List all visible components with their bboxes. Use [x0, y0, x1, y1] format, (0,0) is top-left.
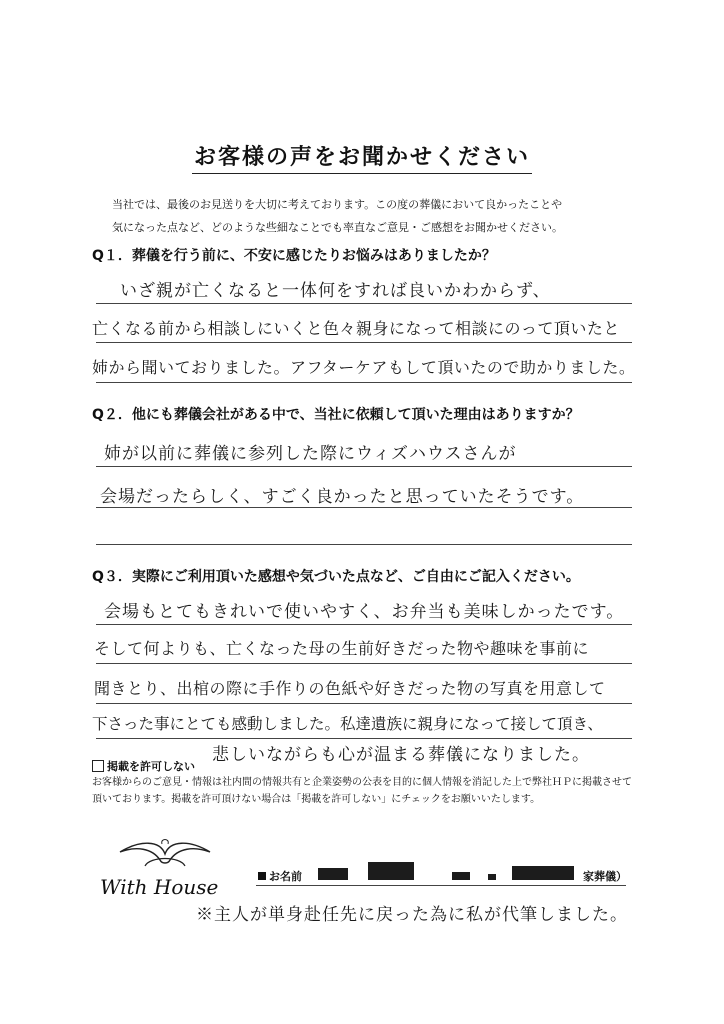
- q1-answer-line-1: いざ親が亡くなると一体何をすれば良いかわからず、: [120, 281, 551, 301]
- q1-rule-2: [96, 342, 632, 343]
- q3-answer-line-3: 聞きとり、出棺の際に手作りの色紙や好きだった物の写真を用意して: [94, 679, 606, 698]
- q2-rule-1: [96, 466, 632, 467]
- name-underline: [256, 885, 626, 886]
- redacted-name-block-3: [452, 872, 470, 880]
- name-label-text: お名前: [269, 870, 302, 883]
- publish-optout-checkbox[interactable]: [92, 760, 104, 772]
- intro-text: [112, 193, 632, 239]
- publish-optout[interactable]: [92, 758, 195, 774]
- q3-answer-line-4: 下さった事にとても感動しました。私達遺族に親身になって接して頂き、: [92, 715, 603, 733]
- publish-notice-line-1: お客様からのご意見・情報は社内間の情報共有と企業姿勢の公表を目的に個人情報を消記した上で弊社ＨＰに掲載させて: [92, 777, 632, 788]
- q3-answer-line-5: 悲しいながらも心が温まる葬儀になりました。: [212, 745, 590, 765]
- q3-answer-line-1: 会場もとてもきれいで使いやすく、お弁当も美味しかったです。: [104, 602, 625, 622]
- redacted-name-block-4: [488, 874, 496, 880]
- q2-answer-line-2: 会場だったらしく、すごく良かったと思っていたそうです。: [100, 487, 585, 507]
- with-house-logo-text: With House: [100, 875, 219, 899]
- redacted-name-block-5: [512, 866, 574, 880]
- q3-rule-2: [96, 663, 632, 664]
- q3-rule-1: [96, 624, 632, 625]
- q2-answer-line-1: 姉が以前に葬儀に参列した際にウィズハウスさんが: [104, 444, 517, 464]
- redacted-name-block-1: [318, 868, 348, 880]
- name-label: [258, 868, 302, 884]
- name-suffix: 家葬儀）: [583, 870, 627, 883]
- bullet-square-icon: [258, 872, 266, 880]
- q3-rule-3: [96, 703, 632, 704]
- intro-line-2: 気になった点など、どのような些細なことでも率直なご意見・ご感想をお聞かせください。: [112, 221, 563, 234]
- q1-answer-line-2: 亡くなる前から相談しにいくと色々親身になって相談にのって頂いたと: [92, 319, 620, 338]
- q2-rule-3: [96, 544, 632, 545]
- intro-line-1: 当社では、最後のお見送りを大切に考えております。この度の葬儀において良かったことや: [112, 198, 563, 211]
- publish-optout-label: 掲載を許可しない: [107, 760, 195, 773]
- redacted-name-block-2: [368, 862, 414, 880]
- q1-rule-1: [96, 303, 632, 304]
- q1-rule-3: [96, 382, 632, 383]
- page-title: お客様の声をお聞かせください: [193, 144, 530, 170]
- q1-question: Q１．葬儀を行う前に、不安に感じたりお悩みはありましたか？: [92, 248, 496, 264]
- proxy-writer-note: ※主人が単身赴任先に戻った為に私が代筆しました。: [196, 905, 628, 925]
- q3-answer-line-2: そして何よりも、亡くなった母の生前好きだった物や趣味を事前に: [94, 639, 590, 658]
- q2-question: Q２．他にも葬儀会社がある中で、当社に依頼して頂いた理由はありますか？: [92, 407, 580, 423]
- publish-notice-line-2: 頂いております。掲載を許可頂けない場合は「掲載を許可しない」にチェックをお願いいたします。: [92, 794, 541, 805]
- q1-answer-line-3: 姉から聞いておりました。アフターケアもして頂いたので助かりました。: [92, 358, 636, 377]
- q3-question: Q３．実際にご利用頂いた感想や気づいた点など、ご自由にご記入ください。: [92, 569, 580, 585]
- q2-rule-2: [96, 507, 632, 508]
- publish-notice: [92, 774, 637, 808]
- title-underline: [192, 173, 532, 174]
- q3-rule-4: [96, 738, 632, 739]
